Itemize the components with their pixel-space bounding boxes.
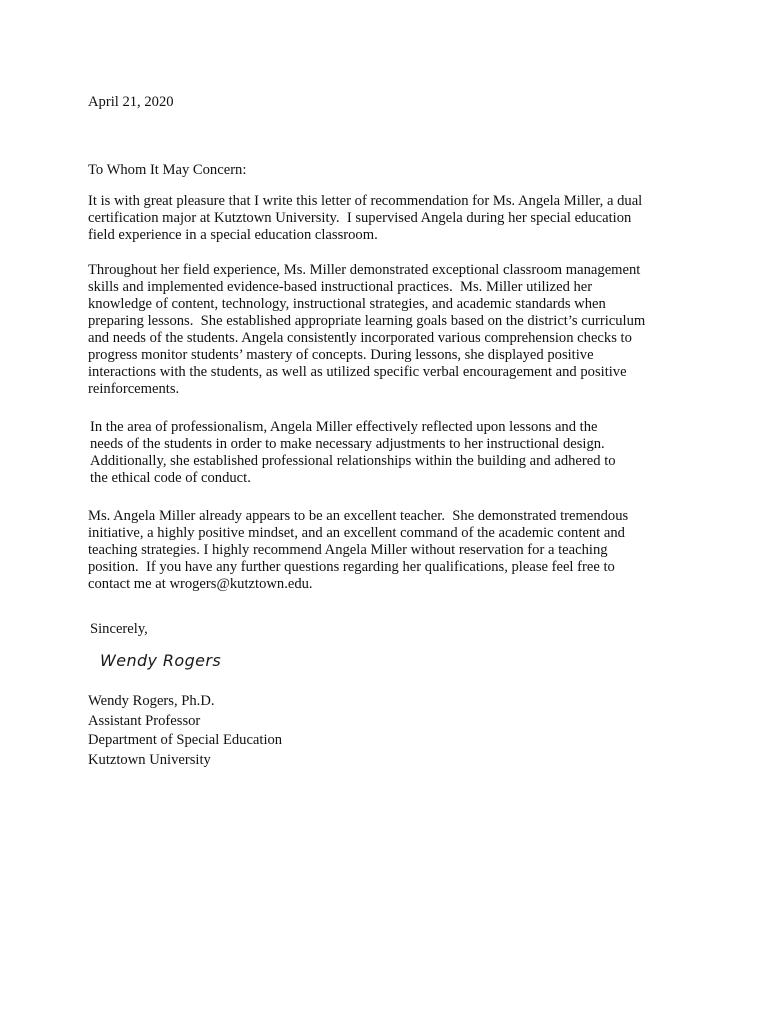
closing: Sincerely, [90, 621, 148, 637]
paragraph-line: In the area of professionalism, Angela Miller effectively reflected upon lessons and the [90, 419, 598, 435]
paragraph-line: skills and implemented evidence-based instructional practices. Ms. Miller utilized her [88, 279, 593, 295]
paragraph-line: and needs of the students. Angela consistently incorporated various comprehension checks to [88, 330, 632, 346]
paragraph-professionalism [90, 419, 690, 487]
paragraph-line: contact me at wrogers@kutztown.edu. [88, 576, 313, 592]
paragraph-line: Additionally, she established professional relationships within the building and adhered to [90, 453, 616, 469]
paragraph-line: knowledge of content, technology, instructional strategies, and academic standards when [88, 296, 606, 312]
paragraph-introduction [88, 193, 688, 244]
paragraph-line: reinforcements. [88, 381, 180, 397]
handwritten-signature: Wendy Rogers [100, 651, 222, 670]
signer-institution: Kutztown University [88, 751, 211, 768]
paragraph-line: the ethical code of conduct. [90, 470, 251, 486]
paragraph-line: needs of the students in order to make necessary adjustments to her instructional design. [90, 436, 605, 452]
signer-department: Department of Special Education [88, 732, 283, 748]
letter-date: April 21, 2020 [88, 94, 174, 110]
signature-block [88, 692, 688, 770]
paragraph-line: field experience in a special education classroom. [88, 227, 378, 243]
paragraph-line: interactions with the students, as well as utilized specific verbal encouragement and positive [88, 364, 627, 380]
paragraph-line: It is with great pleasure that I write this letter of recommendation for Ms. Angela Miller, a dual [88, 193, 643, 209]
paragraph-line: progress monitor students’ mastery of concepts. During lessons, she displayed positive [88, 347, 594, 363]
paragraph-line: Ms. Angela Miller already appears to be an excellent teacher. She demonstrated tremendous [88, 508, 629, 524]
paragraph-field-experience [88, 262, 688, 398]
paragraph-line: initiative, a highly positive mindset, and an excellent command of the academic content and [88, 525, 625, 541]
paragraph-recommendation [88, 508, 688, 593]
paragraph-line: position. If you have any further questions regarding her qualifications, please feel free to [88, 559, 615, 575]
paragraph-line: preparing lessons. She established appropriate learning goals based on the district’s curriculum [88, 313, 646, 329]
paragraph-line: certification major at Kutztown University. I supervised Angela during her special education [88, 210, 632, 226]
paragraph-line: Throughout her field experience, Ms. Miller demonstrated exceptional classroom management [88, 262, 641, 278]
paragraph-line: teaching strategies. I highly recommend Angela Miller without reservation for a teaching [88, 542, 608, 558]
salutation: To Whom It May Concern: [88, 162, 247, 178]
signer-name: Wendy Rogers, Ph.D. [88, 693, 215, 709]
signer-title: Assistant Professor [88, 712, 201, 729]
